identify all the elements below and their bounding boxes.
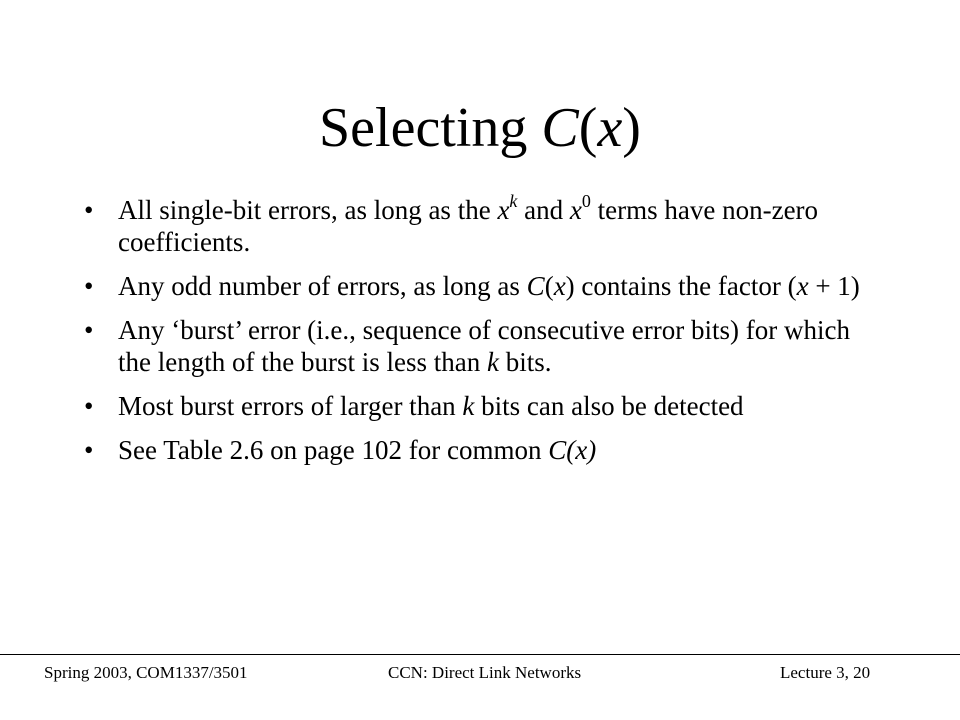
title-c: C [541, 97, 579, 159]
bullet-dot: • [84, 315, 94, 345]
footer-lecture-number: Lecture 3, 20 [780, 663, 871, 682]
bullet-dot: • [84, 195, 94, 225]
title-paren-open: ( [578, 97, 598, 159]
bullet-see-table [84, 434, 884, 466]
footer-topic: CCN: Direct Link Networks [388, 663, 582, 682]
title-paren-close: ) [622, 97, 641, 159]
footer-divider [0, 654, 960, 655]
bullet-burst-error [84, 314, 884, 378]
slide-title [0, 88, 960, 168]
bullet-dot: • [84, 435, 94, 465]
bullet-text: Most burst errors of larger than k bits can also be detected [118, 391, 744, 421]
title-x: x [597, 97, 623, 159]
bullet-dot: • [84, 391, 94, 421]
title-text: Selecting [319, 97, 542, 159]
bullet-text: See Table 2.6 on page 102 for common C(x) [118, 435, 597, 465]
bullet-dot: • [84, 271, 94, 301]
bullet-text: Any ‘burst’ error (i.e., sequence of consecutive error bits) for which the length of the burst is less than k bits. [118, 315, 850, 377]
bullet-larger-burst [84, 390, 884, 422]
footer-course: Spring 2003, COM1337/3501 [44, 663, 248, 682]
bullet-text: Any odd number of errors, as long as C(x) contains the factor (x + 1) [118, 271, 860, 301]
bullet-text: All single-bit errors, as long as the $x^k$ and $x^0$ terms have non-zero coefficients. [118, 191, 819, 257]
bullet-single-bit [84, 191, 884, 258]
bullet-list [84, 191, 884, 478]
bullet-odd-errors [84, 270, 884, 302]
